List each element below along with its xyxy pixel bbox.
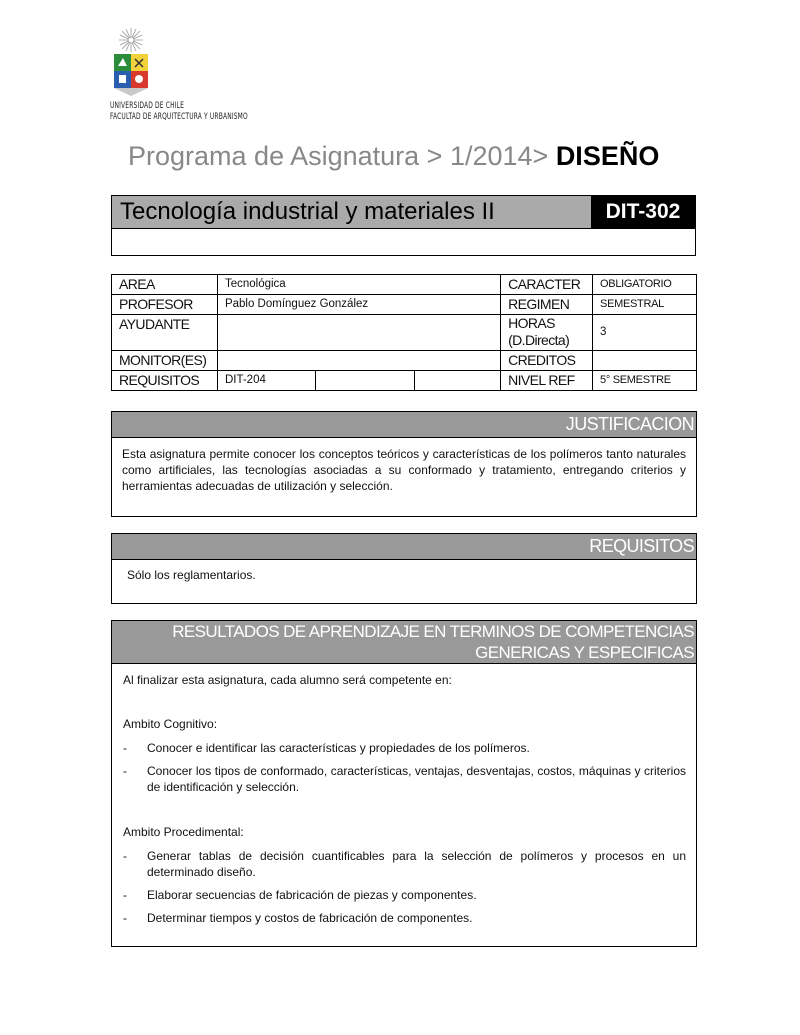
course-title-bar <box>112 196 695 229</box>
profesor-value: Pablo Domínguez González <box>217 295 500 315</box>
justificacion-text: Esta asignatura permite conocer los conceptos teóricos y características de los polímeros tanto naturales como artificiales, las tecnologías asociadas a su conformado y tratamiento, entregando criterios y herramientas adecuadas de utilización y selección. <box>122 447 686 493</box>
table-row <box>112 371 697 391</box>
resultados-heading <box>112 621 696 664</box>
nivel-value: 5° SEMESTRE <box>593 371 697 391</box>
cognitivo-item: Conocer e identificar las características y propiedades de los polímeros. <box>147 741 530 755</box>
caracter-value: OBLIGATORIO <box>593 275 697 295</box>
bullet-dash: - <box>123 849 127 863</box>
profesor-label: PROFESOR <box>112 295 218 315</box>
resultados-heading-line2: GENERICAS Y ESPECIFICAS <box>475 643 694 662</box>
monitor-value <box>217 351 500 371</box>
creditos-value <box>593 351 697 371</box>
list-item <box>123 848 686 880</box>
area-label: AREA <box>112 275 218 295</box>
ayudante-value <box>217 315 500 351</box>
justificacion-section <box>111 411 697 517</box>
bullet-dash: - <box>123 764 127 778</box>
university-logo <box>110 26 152 98</box>
requisitos-value: DIT-204 <box>217 371 315 391</box>
regimen-value: SEMESTRAL <box>593 295 697 315</box>
program-prefix: Programa de Asignatura > 1/2014> <box>128 141 549 171</box>
requisitos-extra-cell <box>415 371 501 391</box>
table-row <box>112 275 697 295</box>
list-item <box>123 887 686 903</box>
list-item <box>123 910 686 926</box>
list-item <box>123 740 686 756</box>
horas-label: HORAS (D.Directa) <box>501 315 593 351</box>
creditos-label: CREDITOS <box>501 351 593 371</box>
resultados-section <box>111 620 697 947</box>
cognitivo-heading: Ambito Cognitivo: <box>123 717 218 731</box>
procedimental-heading: Ambito Procedimental: <box>123 825 244 839</box>
procedimental-item: Determinar tiempos y costos de fabricación de componentes. <box>147 911 473 925</box>
bullet-dash: - <box>123 911 127 925</box>
procedimental-item: Elaborar secuencias de fabricación de piezas y componentes. <box>147 888 477 902</box>
table-row <box>112 351 697 371</box>
horas-value: 3 <box>593 315 697 351</box>
list-item <box>123 763 686 795</box>
resultados-body <box>112 664 696 926</box>
requisitos-heading: REQUISITOS <box>112 534 696 560</box>
course-info-table <box>111 274 697 391</box>
monitor-label: MONITOR(ES) <box>112 351 218 371</box>
requisitos-label: REQUISITOS <box>112 371 218 391</box>
area-value: Tecnológica <box>217 275 500 295</box>
requisitos-section <box>111 533 697 604</box>
caracter-label: CARACTER <box>501 275 593 295</box>
course-code: DIT-302 <box>591 196 695 228</box>
university-name: UNIVERSIDAD DE CHILE <box>110 101 185 111</box>
bullet-dash: - <box>123 741 127 755</box>
justificacion-heading: JUSTIFICACION <box>112 412 696 438</box>
course-title-box <box>111 195 696 256</box>
resultados-intro: Al finalizar esta asignatura, cada alumno será competente en: <box>123 673 452 687</box>
course-name: Tecnología industrial y materiales II <box>120 198 495 225</box>
nivel-label: NIVEL REF <box>501 371 593 391</box>
bullet-dash: - <box>123 888 127 902</box>
requisitos-extra-cell <box>315 371 415 391</box>
faculty-name: FACULTAD DE ARQUITECTURA Y URBANISMO <box>110 112 248 122</box>
table-row <box>112 295 697 315</box>
program-area: DISEÑO <box>555 141 660 171</box>
ayudante-label: AYUDANTE <box>112 315 218 351</box>
regimen-label: REGIMEN <box>501 295 593 315</box>
table-row <box>112 315 697 351</box>
procedimental-item: Generar tablas de decisión cuantificables para la selección de polímeros y procesos en un determinado diseño. <box>147 849 686 879</box>
requisitos-text: Sólo los reglamentarios. <box>127 568 256 582</box>
page-title <box>128 141 659 172</box>
cognitivo-item: Conocer los tipos de conformado, características, ventajas, desventajas, costos, máquinas y criterios de identificación y selección. <box>147 764 686 794</box>
resultados-heading-line1: RESULTADOS DE APRENDIZAJE EN TERMINOS DE COMPETENCIAS <box>172 622 694 641</box>
